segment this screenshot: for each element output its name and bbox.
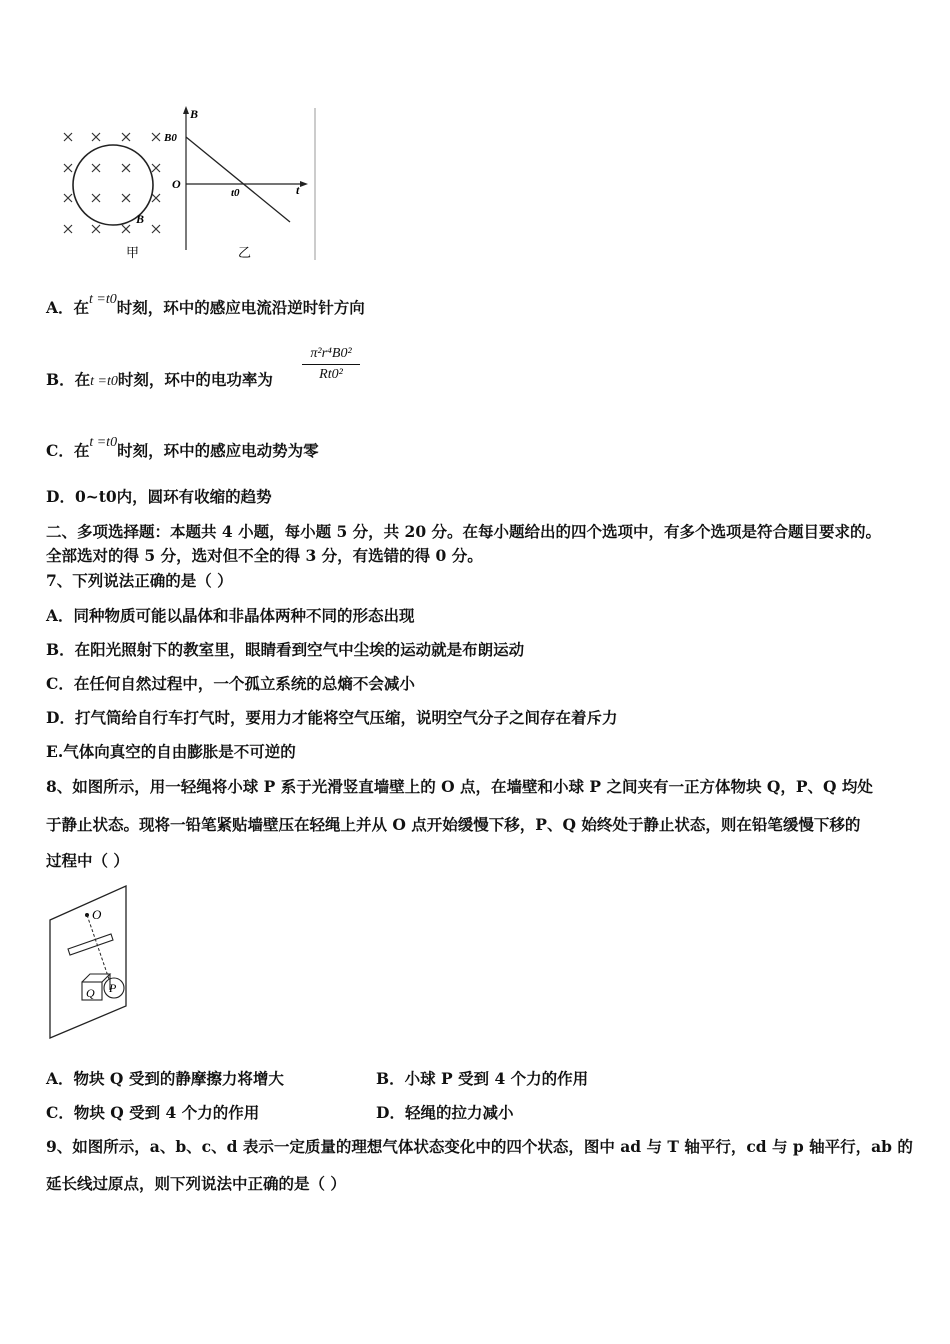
field-cross-icon xyxy=(122,225,130,233)
fraction-numerator: π²r⁴B0² xyxy=(302,346,360,365)
field-cross-icon xyxy=(152,194,160,202)
q6-option-d: D．0~t0内，圆环有收缩的趋势 xyxy=(46,487,272,506)
wall xyxy=(50,886,126,1038)
field-cross-icon xyxy=(92,225,100,233)
q7-option-e: E.气体向真空的自由膨胀是不可逆的 xyxy=(46,742,296,761)
option-a-math: t =t0 xyxy=(89,292,117,307)
field-cross-icon xyxy=(152,164,160,172)
option-c-prefix: C．在 xyxy=(46,441,90,460)
q8-option-b: B．小球 P 受到 4 个力的作用 xyxy=(376,1069,589,1088)
section2-line1: 二、多项选择题：本题共 4 小题，每小题 5 分，共 20 分。在每小题给出的四个选项中，有多个选项是符合题目要求的。 xyxy=(46,522,882,541)
q8-stem-line2: 于静止状态。现将一铅笔紧贴墙壁压在轻绳上并从 O 点开始缓慢下移，P、Q 始终处于静止状态，则在铅笔缓慢下移的 xyxy=(46,815,861,834)
q7-option-d: D．打气筒给自行车打气时，要用力才能将空气压缩，说明空气分子之间存在着斥力 xyxy=(46,708,618,727)
option-b-text: 时刻，环中的电功率为 xyxy=(117,370,273,389)
q8-stem-line1: 8、如图所示，用一轻绳将小球 P 系于光滑竖直墙壁上的 O 点，在墙壁和小球 P 之间夹有一正方体物块 Q，P、Q 均处 xyxy=(46,777,873,796)
figure-magnetic-ring xyxy=(50,100,340,265)
b-t-line xyxy=(186,137,290,222)
field-cross-icon xyxy=(122,133,130,141)
field-cross-icon xyxy=(64,194,72,202)
figure-left-label: 甲 xyxy=(126,246,140,261)
q7-option-c: C．在任何自然过程中，一个孤立系统的总熵不会减小 xyxy=(46,674,415,693)
q8-option-d: D．轻绳的拉力减小 xyxy=(376,1103,514,1122)
q9-stem-line1: 9、如图所示，a、b、c、d 表示一定质量的理想气体状态变化中的四个状态，图中 ad 与 T 轴平行，cd 与 p 轴平行，ab 的 xyxy=(46,1137,913,1156)
q6-option-a xyxy=(46,292,365,320)
b-axis-arrow xyxy=(183,106,189,114)
figure-right-label: 乙 xyxy=(238,246,252,261)
power-fraction xyxy=(302,346,360,383)
option-a-prefix: A．在 xyxy=(46,298,90,317)
option-b-prefix: B．在 xyxy=(46,370,91,389)
field-cross-icon xyxy=(64,164,72,172)
option-b-math: t =t0 xyxy=(90,374,118,389)
section2-line2: 全部选对的得 5 分，选对但不全的得 3 分，有选错的得 0 分。 xyxy=(46,546,483,565)
point-o-label: O xyxy=(92,907,102,922)
q6-option-c xyxy=(46,435,319,463)
origin-label: O xyxy=(172,177,181,191)
ball-p-label: P xyxy=(109,981,117,995)
ring-b-label: B xyxy=(136,212,145,226)
option-a-text: 时刻，环中的感应电流沿逆时针方向 xyxy=(116,298,365,317)
t0-label: t0 xyxy=(231,187,240,199)
q8-stem-line3: 过程中（ ） xyxy=(46,851,129,870)
field-cross-icon xyxy=(92,133,100,141)
axis-t-label: t xyxy=(296,183,300,197)
field-cross-icon xyxy=(152,133,160,141)
option-c-text: 时刻，环中的感应电动势为零 xyxy=(117,441,319,460)
field-cross-icon xyxy=(92,194,100,202)
q8-option-c: C．物块 Q 受到 4 个力的作用 xyxy=(46,1103,260,1122)
field-cross-icon xyxy=(64,225,72,233)
q7-option-b: B．在阳光照射下的教室里，眼睛看到空气中尘埃的运动就是布朗运动 xyxy=(46,640,525,659)
option-c-math: t =t0 xyxy=(89,435,118,450)
field-cross-icon xyxy=(122,194,130,202)
b0-label: B0 xyxy=(164,132,177,144)
figure-wall-ball-block xyxy=(44,882,144,1042)
t-axis-arrow xyxy=(300,181,308,187)
q6-option-b xyxy=(46,370,273,392)
field-cross-icon xyxy=(122,164,130,172)
q8-option-a: A．物块 Q 受到的静摩擦力将增大 xyxy=(46,1069,284,1088)
axis-b-label: B xyxy=(190,107,199,121)
pencil xyxy=(68,934,113,955)
fraction-denominator: Rt0² xyxy=(319,367,343,382)
field-cross-icon xyxy=(152,225,160,233)
block-q-label: Q xyxy=(86,986,95,1000)
field-cross-icon xyxy=(92,164,100,172)
cross-grid xyxy=(64,133,160,233)
rope xyxy=(87,915,110,982)
q7-option-a: A．同种物质可能以晶体和非晶体两种不同的形态出现 xyxy=(46,606,415,625)
q7-stem: 7、下列说法正确的是（ ） xyxy=(46,571,233,590)
field-cross-icon xyxy=(64,133,72,141)
q9-stem-line2: 延长线过原点，则下列说法中正确的是（ ） xyxy=(46,1174,346,1193)
